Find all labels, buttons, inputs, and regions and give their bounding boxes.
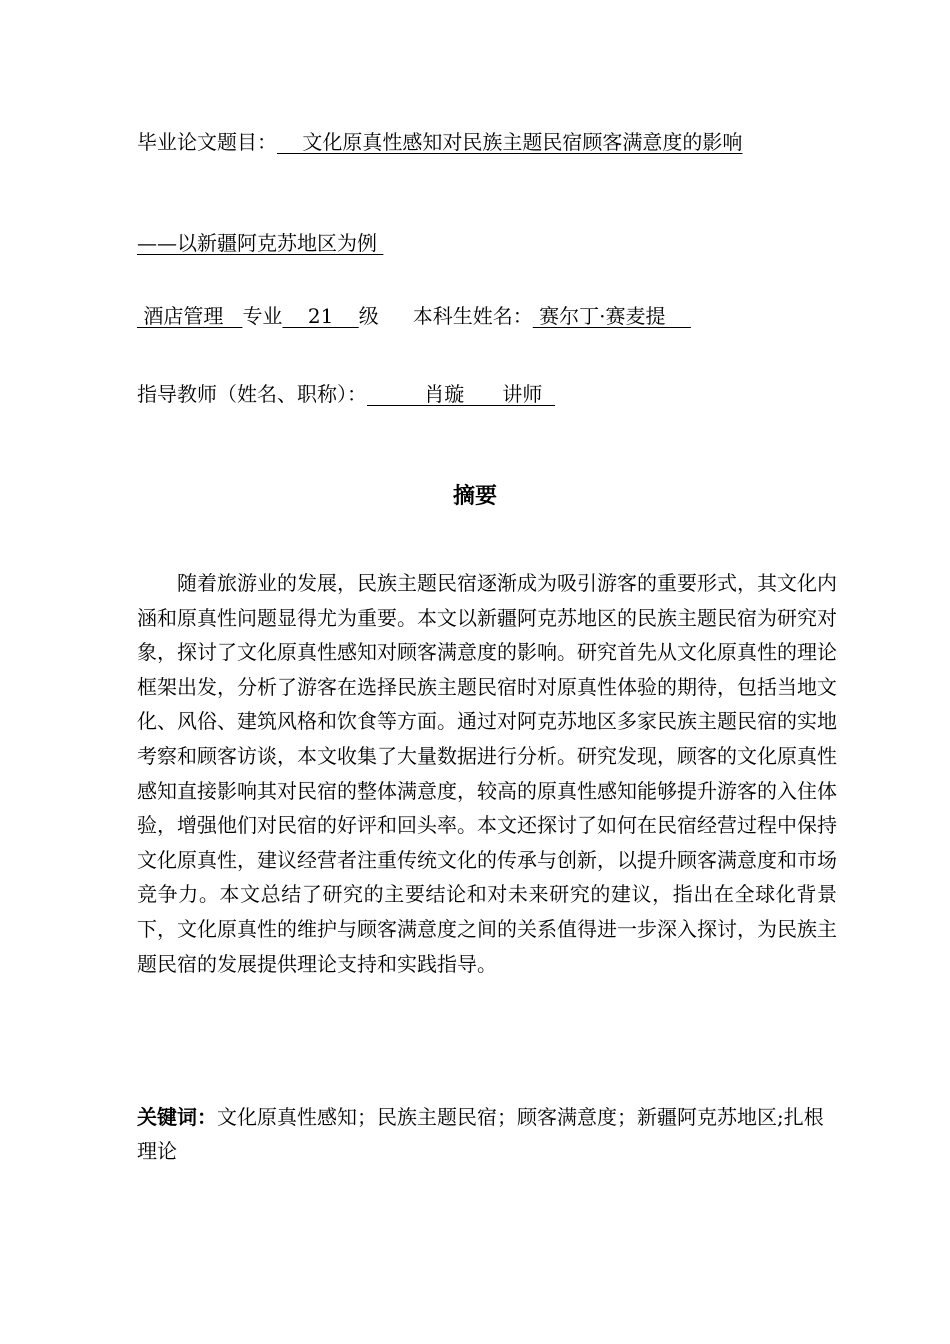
thesis-title-label: 毕业论文题目： [137, 130, 277, 154]
keywords-value: 文化原真性感知；民族主题民宿；顾客满意度；新疆阿克苏地区;扎根理论 [137, 1105, 824, 1163]
keywords-label: 关键词： [137, 1105, 217, 1129]
grade-label: 级 [358, 304, 379, 328]
student-info-line [137, 302, 691, 330]
student-name-label: 本科生姓名： [412, 304, 533, 328]
advisor-line [137, 380, 555, 408]
major-value: 酒店管理 [137, 304, 243, 328]
grade-value: 21 [282, 304, 359, 328]
thesis-title-line-1 [137, 128, 742, 156]
advisor-value: 肖璇 讲师 [367, 382, 556, 406]
abstract-body: 随着旅游业的发展，民族主题民宿逐渐成为吸引游客的重要形式，其文化内涵和原真性问题显得尤为重要。本文以新疆阿克苏地区的民族主题民宿为研究对象，探讨了文化原真性感知对顾客满意度的影响。研究首先从文化原真性的理论框架出发，分析了游客在选择民族主题民宿时对原真性体验的期待，包括当地文化、风俗、建筑风格和饮食等方面。通过对阿克苏地区多家民族主题民宿的实地考察和顾客访谈，本文收集了大量数据进行分析。研究发现，顾客的文化原真性感知直接影响其对民宿的整体满意度，较高的原真性感知能够提升游客的入住体验，增强他们对民宿的好评和回头率。本文还探讨了如何在民宿经营过程中保持文化原真性，建议经营者注重传统文化的传承与创新，以提升顾客满意度和市场竞争力。本文总结了研究的主要结论和对未来研究的建议，指出在全球化背景下，文化原真性的维护与顾客满意度之间的关系值得进一步深入探讨，为民族主题民宿的发展提供理论支持和实践指导。 [137, 571, 837, 976]
advisor-label: 指导教师（姓名、职称）： [137, 382, 367, 406]
major-label: 专业 [242, 304, 283, 328]
abstract-heading: 摘要 [452, 484, 497, 509]
keywords-paragraph [137, 1100, 837, 1168]
student-name-value: 赛尔丁·赛麦提 [532, 304, 691, 328]
thesis-subtitle: ——以新疆阿克苏地区为例 [137, 231, 384, 255]
thesis-title-main: 文化原真性感知对民族主题民宿顾客满意度的影响 [277, 130, 743, 154]
thesis-title-line-2 [137, 229, 383, 257]
